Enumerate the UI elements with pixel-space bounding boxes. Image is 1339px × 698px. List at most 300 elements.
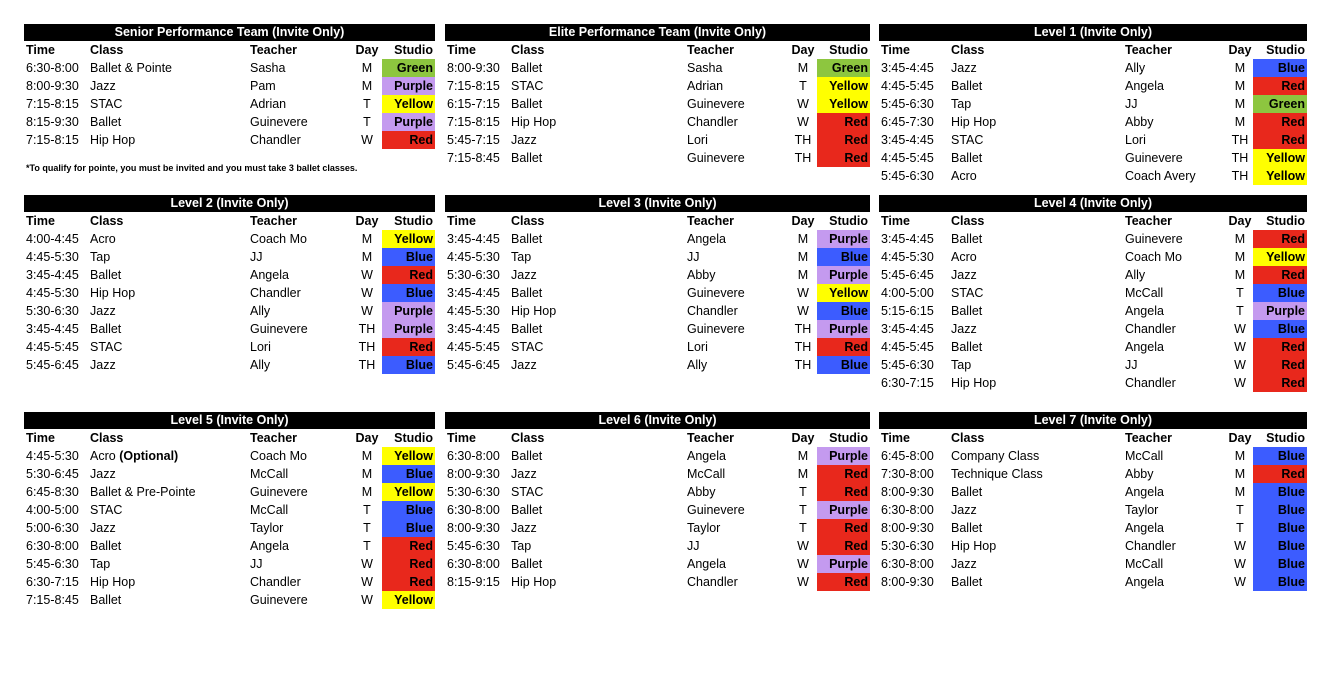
day-cell: W: [797, 286, 809, 300]
teacher-cell: McCall: [250, 467, 289, 481]
day-cell: M: [1234, 97, 1246, 111]
panel-level-4: [879, 195, 1307, 392]
day-cell: M: [797, 467, 809, 481]
table-row: [445, 284, 870, 302]
time-cell: 4:00-4:45: [26, 232, 79, 246]
studio-cell: Purple: [382, 320, 435, 338]
class-name: STAC: [90, 97, 123, 111]
class-cell: [949, 302, 1123, 320]
day-cell: TH: [794, 358, 812, 372]
time-cell: 7:15-8:45: [447, 151, 500, 165]
studio-cell: Blue: [1253, 537, 1307, 555]
studio-cell: Yellow: [382, 591, 435, 609]
class-name: Jazz: [951, 61, 977, 75]
class-cell: [88, 519, 248, 537]
class-name: Acro: [90, 449, 116, 463]
studio-cell: Blue: [1253, 284, 1307, 302]
table-row: [445, 77, 870, 95]
class-cell: [949, 374, 1123, 392]
studio-cell: Green: [817, 59, 870, 77]
class-cell: [509, 465, 685, 483]
class-name: Ballet: [511, 286, 543, 300]
studio-cell: Red: [817, 149, 870, 167]
class-name: Hip Hop: [511, 115, 557, 129]
table-row: [445, 338, 870, 356]
panel-level-3: [445, 195, 870, 374]
studio-cell: Green: [1253, 95, 1307, 113]
class-cell: [949, 483, 1123, 501]
table-row: [445, 465, 870, 483]
time-cell: 5:45-6:30: [26, 557, 79, 571]
class-name: STAC: [90, 340, 123, 354]
column-header-time: Time: [881, 431, 910, 445]
day-cell: W: [361, 575, 373, 589]
class-name: Ballet: [511, 151, 543, 165]
class-name: Tap: [90, 557, 111, 571]
class-name: Acro: [951, 250, 977, 264]
table-row: [24, 95, 435, 113]
teacher-cell: Taylor: [687, 521, 721, 535]
time-cell: 5:00-6:30: [26, 521, 79, 535]
column-header-day: Day: [791, 214, 815, 228]
studio-cell: Yellow: [382, 230, 435, 248]
day-cell: T: [363, 115, 371, 129]
table-row: [24, 320, 435, 338]
time-cell: 8:15-9:30: [26, 115, 79, 129]
column-header-day: Day: [355, 214, 379, 228]
day-cell: TH: [794, 151, 812, 165]
class-cell: [88, 302, 248, 320]
class-cell: [949, 465, 1123, 483]
time-cell: 5:45-6:45: [447, 358, 500, 372]
column-header-class: Class: [90, 43, 124, 57]
studio-cell: Red: [1253, 266, 1307, 284]
table-row: [445, 537, 870, 555]
header-row: [879, 429, 1307, 447]
table-row: [445, 59, 870, 77]
day-cell: TH: [358, 358, 376, 372]
column-header-time: Time: [447, 431, 476, 445]
day-cell: W: [797, 304, 809, 318]
class-cell: [949, 537, 1123, 555]
column-header-day: Day: [355, 43, 379, 57]
class-cell: [88, 591, 248, 609]
teacher-cell: Guinevere: [687, 151, 745, 165]
class-cell: [949, 447, 1123, 465]
table-row: [445, 356, 870, 374]
table-row: [879, 573, 1307, 591]
studio-cell: Red: [382, 537, 435, 555]
teacher-cell: Angela: [1125, 304, 1164, 318]
time-cell: 5:30-6:45: [26, 467, 79, 481]
header-row: [445, 212, 870, 230]
time-cell: 3:45-4:45: [881, 61, 934, 75]
studio-cell: Blue: [382, 248, 435, 266]
class-cell: [509, 483, 685, 501]
teacher-cell: Coach Avery: [1125, 169, 1196, 183]
class-cell: [88, 95, 248, 113]
time-cell: 5:30-6:30: [26, 304, 79, 318]
table-row: [445, 266, 870, 284]
day-cell: TH: [358, 322, 376, 336]
column-header-teacher: Teacher: [687, 431, 735, 445]
day-cell: M: [1234, 61, 1246, 75]
table-row: [24, 573, 435, 591]
class-cell: [509, 356, 685, 374]
time-cell: 4:45-5:30: [881, 250, 934, 264]
class-name: Technique Class: [951, 467, 1043, 481]
class-cell: [949, 519, 1123, 537]
time-cell: 4:00-5:00: [26, 503, 79, 517]
class-name: Acro: [951, 169, 977, 183]
studio-cell: Blue: [817, 302, 870, 320]
time-cell: 6:15-7:15: [447, 97, 500, 111]
class-cell: [509, 230, 685, 248]
class-name: STAC: [951, 133, 984, 147]
teacher-cell: Guinevere: [687, 503, 745, 517]
column-header-time: Time: [26, 214, 55, 228]
studio-cell: Purple: [817, 320, 870, 338]
class-cell: [88, 284, 248, 302]
teacher-cell: Guinevere: [687, 286, 745, 300]
time-cell: 6:30-8:00: [26, 539, 79, 553]
class-cell: [88, 483, 248, 501]
studio-cell: Blue: [1253, 483, 1307, 501]
studio-cell: Red: [1253, 338, 1307, 356]
class-cell: [509, 95, 685, 113]
teacher-cell: McCall: [250, 503, 289, 517]
studio-cell: Red: [817, 465, 870, 483]
studio-cell: Yellow: [1253, 167, 1307, 185]
day-cell: W: [797, 539, 809, 553]
class-name: Ballet: [951, 485, 983, 499]
panel-title: Level 7 (Invite Only): [879, 412, 1307, 429]
studio-cell: Yellow: [1253, 149, 1307, 167]
panel-title: Senior Performance Team (Invite Only): [24, 24, 435, 41]
studio-cell: Blue: [382, 519, 435, 537]
studio-cell: Red: [382, 555, 435, 573]
day-cell: T: [799, 503, 807, 517]
panel-title: Level 5 (Invite Only): [24, 412, 435, 429]
studio-cell: Red: [817, 537, 870, 555]
class-cell: [509, 537, 685, 555]
column-header-time: Time: [26, 43, 55, 57]
time-cell: 6:30-8:00: [447, 503, 500, 517]
teacher-cell: Angela: [1125, 521, 1164, 535]
class-cell: [949, 95, 1123, 113]
class-name: Ballet: [951, 575, 983, 589]
teacher-cell: Lori: [1125, 133, 1146, 147]
class-cell: [949, 573, 1123, 591]
time-cell: 3:45-4:45: [881, 232, 934, 246]
table-row: [24, 230, 435, 248]
column-header-day: Day: [791, 431, 815, 445]
table-row: [879, 131, 1307, 149]
studio-cell: Red: [1253, 131, 1307, 149]
teacher-cell: McCall: [1125, 449, 1164, 463]
class-name: Ballet: [511, 503, 543, 517]
time-cell: 3:45-4:45: [447, 322, 500, 336]
class-cell: [949, 167, 1123, 185]
class-name: Hip Hop: [951, 115, 997, 129]
schedule-table: [445, 212, 870, 374]
time-cell: 8:00-9:30: [881, 575, 934, 589]
class-cell: [88, 447, 248, 465]
class-name: Hip Hop: [90, 286, 136, 300]
studio-cell: Red: [382, 266, 435, 284]
studio-cell: Red: [817, 338, 870, 356]
column-header-teacher: Teacher: [687, 43, 735, 57]
column-header-class: Class: [511, 431, 545, 445]
header-row: [24, 41, 435, 59]
class-name: Hip Hop: [90, 575, 136, 589]
teacher-cell: Lori: [687, 133, 708, 147]
table-row: [879, 501, 1307, 519]
class-cell: [509, 573, 685, 591]
time-cell: 4:45-5:30: [26, 250, 79, 264]
day-cell: TH: [1231, 169, 1249, 183]
table-row: [445, 95, 870, 113]
schedule-table: [24, 41, 435, 149]
class-cell: [88, 338, 248, 356]
optional-label: (Optional): [119, 449, 179, 463]
day-cell: M: [797, 61, 809, 75]
table-row: [879, 266, 1307, 284]
day-cell: T: [799, 79, 807, 93]
column-header-day: Day: [355, 431, 379, 445]
column-header-day: Day: [1228, 431, 1252, 445]
teacher-cell: Angela: [1125, 340, 1164, 354]
day-cell: TH: [794, 322, 812, 336]
day-cell: M: [1234, 79, 1246, 93]
table-row: [24, 59, 435, 77]
studio-cell: Blue: [1253, 447, 1307, 465]
day-cell: W: [1234, 376, 1246, 390]
day-cell: TH: [794, 340, 812, 354]
teacher-cell: Coach Mo: [250, 232, 307, 246]
day-cell: W: [361, 557, 373, 571]
day-cell: M: [797, 268, 809, 282]
day-cell: M: [361, 467, 373, 481]
studio-cell: Yellow: [382, 483, 435, 501]
teacher-cell: Coach Mo: [1125, 250, 1182, 264]
time-cell: 8:00-9:30: [447, 61, 500, 75]
column-header-teacher: Teacher: [1125, 431, 1173, 445]
table-row: [879, 59, 1307, 77]
studio-cell: Green: [382, 59, 435, 77]
day-cell: W: [361, 593, 373, 607]
class-cell: [88, 77, 248, 95]
table-row: [445, 483, 870, 501]
column-header-time: Time: [26, 431, 55, 445]
time-cell: 8:00-9:30: [447, 467, 500, 481]
teacher-cell: Guinevere: [687, 97, 745, 111]
class-cell: [509, 284, 685, 302]
day-cell: W: [361, 286, 373, 300]
time-cell: 5:45-6:45: [881, 268, 934, 282]
panel-title: Elite Performance Team (Invite Only): [445, 24, 870, 41]
teacher-cell: Angela: [687, 232, 726, 246]
studio-cell: Blue: [1253, 555, 1307, 573]
class-name: Tap: [511, 539, 532, 553]
panel-level-1: [879, 24, 1307, 185]
studio-cell: Blue: [382, 465, 435, 483]
day-cell: M: [1234, 485, 1246, 499]
studio-cell: Red: [817, 573, 870, 591]
table-row: [24, 77, 435, 95]
day-cell: T: [1236, 521, 1244, 535]
class-name: STAC: [951, 286, 984, 300]
teacher-cell: Angela: [687, 557, 726, 571]
table-row: [879, 284, 1307, 302]
table-row: [24, 591, 435, 609]
teacher-cell: Lori: [250, 340, 271, 354]
teacher-cell: Abby: [1125, 467, 1154, 481]
time-cell: 5:30-6:30: [881, 539, 934, 553]
teacher-cell: Chandler: [687, 575, 738, 589]
class-name: Ballet: [951, 340, 983, 354]
time-cell: 6:30-8:00: [881, 503, 934, 517]
teacher-cell: Guinevere: [250, 485, 308, 499]
teacher-cell: Ally: [687, 358, 708, 372]
day-cell: M: [797, 250, 809, 264]
class-name: Ballet: [951, 232, 983, 246]
studio-cell: Red: [1253, 113, 1307, 131]
studio-cell: Blue: [1253, 573, 1307, 591]
schedule-table: [445, 41, 870, 167]
panel-title: Level 2 (Invite Only): [24, 195, 435, 212]
class-name: Jazz: [90, 79, 116, 93]
time-cell: 6:30-8:00: [447, 557, 500, 571]
time-cell: 6:30-7:15: [881, 376, 934, 390]
studio-cell: Red: [817, 483, 870, 501]
class-name: Ballet: [90, 322, 122, 336]
table-row: [879, 483, 1307, 501]
day-cell: M: [1234, 232, 1246, 246]
class-cell: [949, 248, 1123, 266]
day-cell: T: [1236, 503, 1244, 517]
class-cell: [949, 338, 1123, 356]
table-row: [879, 338, 1307, 356]
teacher-cell: Angela: [1125, 79, 1164, 93]
teacher-cell: Pam: [250, 79, 276, 93]
day-cell: T: [363, 97, 371, 111]
column-header-studio: Studio: [829, 43, 868, 57]
studio-cell: Red: [1253, 374, 1307, 392]
column-header-studio: Studio: [829, 214, 868, 228]
table-row: [24, 266, 435, 284]
day-cell: T: [363, 521, 371, 535]
teacher-cell: McCall: [1125, 557, 1164, 571]
table-row: [445, 501, 870, 519]
time-cell: 3:45-4:45: [881, 322, 934, 336]
table-row: [24, 483, 435, 501]
class-name: Tap: [951, 97, 972, 111]
studio-cell: Red: [1253, 356, 1307, 374]
day-cell: TH: [358, 340, 376, 354]
class-cell: [949, 320, 1123, 338]
table-row: [879, 519, 1307, 537]
table-row: [445, 113, 870, 131]
class-name: Ballet: [90, 115, 122, 129]
class-name: STAC: [511, 79, 544, 93]
teacher-cell: Chandler: [250, 286, 301, 300]
table-row: [445, 248, 870, 266]
pointe-note: *To qualify for pointe, you must be invited and you must take 3 ballet classes.: [26, 163, 358, 173]
table-row: [445, 149, 870, 167]
table-row: [879, 555, 1307, 573]
studio-cell: Yellow: [817, 77, 870, 95]
studio-cell: Red: [1253, 77, 1307, 95]
class-name: Hip Hop: [951, 539, 997, 553]
class-cell: [88, 59, 248, 77]
column-header-studio: Studio: [829, 431, 868, 445]
column-header-teacher: Teacher: [687, 214, 735, 228]
studio-cell: Purple: [817, 447, 870, 465]
class-name: Ballet: [951, 521, 983, 535]
class-cell: [949, 149, 1123, 167]
class-cell: [949, 113, 1123, 131]
teacher-cell: McCall: [687, 467, 726, 481]
column-header-teacher: Teacher: [250, 43, 298, 57]
header-row: [24, 429, 435, 447]
column-header-day: Day: [1228, 43, 1252, 57]
time-cell: 5:30-6:30: [447, 268, 500, 282]
teacher-cell: JJ: [687, 250, 700, 264]
class-name: Jazz: [951, 503, 977, 517]
teacher-cell: Taylor: [250, 521, 284, 535]
studio-cell: Red: [817, 519, 870, 537]
time-cell: 4:45-5:45: [881, 79, 934, 93]
class-name: Jazz: [511, 268, 537, 282]
class-cell: [949, 356, 1123, 374]
panel-title: Level 3 (Invite Only): [445, 195, 870, 212]
class-name: Tap: [90, 250, 111, 264]
day-cell: M: [797, 232, 809, 246]
studio-cell: Blue: [817, 248, 870, 266]
table-row: [24, 284, 435, 302]
class-cell: [509, 302, 685, 320]
panel-level-2: [24, 195, 435, 374]
studio-cell: Blue: [1253, 59, 1307, 77]
table-row: [24, 302, 435, 320]
studio-cell: Purple: [382, 77, 435, 95]
column-header-time: Time: [881, 214, 910, 228]
table-row: [445, 519, 870, 537]
time-cell: 4:00-5:00: [881, 286, 934, 300]
column-header-class: Class: [951, 431, 985, 445]
day-cell: W: [1234, 322, 1246, 336]
time-cell: 3:45-4:45: [447, 286, 500, 300]
time-cell: 8:00-9:30: [881, 485, 934, 499]
time-cell: 7:15-8:45: [26, 593, 79, 607]
studio-cell: Red: [382, 338, 435, 356]
class-name: Ballet: [511, 61, 543, 75]
class-name: Jazz: [951, 557, 977, 571]
table-row: [445, 555, 870, 573]
class-cell: [88, 573, 248, 591]
studio-cell: Purple: [817, 230, 870, 248]
class-name: Jazz: [511, 358, 537, 372]
teacher-cell: Abby: [687, 485, 716, 499]
time-cell: 7:15-8:15: [447, 115, 500, 129]
time-cell: 5:15-6:15: [881, 304, 934, 318]
column-header-class: Class: [511, 214, 545, 228]
class-name: Ballet: [90, 593, 122, 607]
time-cell: 6:30-8:00: [881, 557, 934, 571]
studio-cell: Yellow: [1253, 248, 1307, 266]
studio-cell: Yellow: [382, 95, 435, 113]
